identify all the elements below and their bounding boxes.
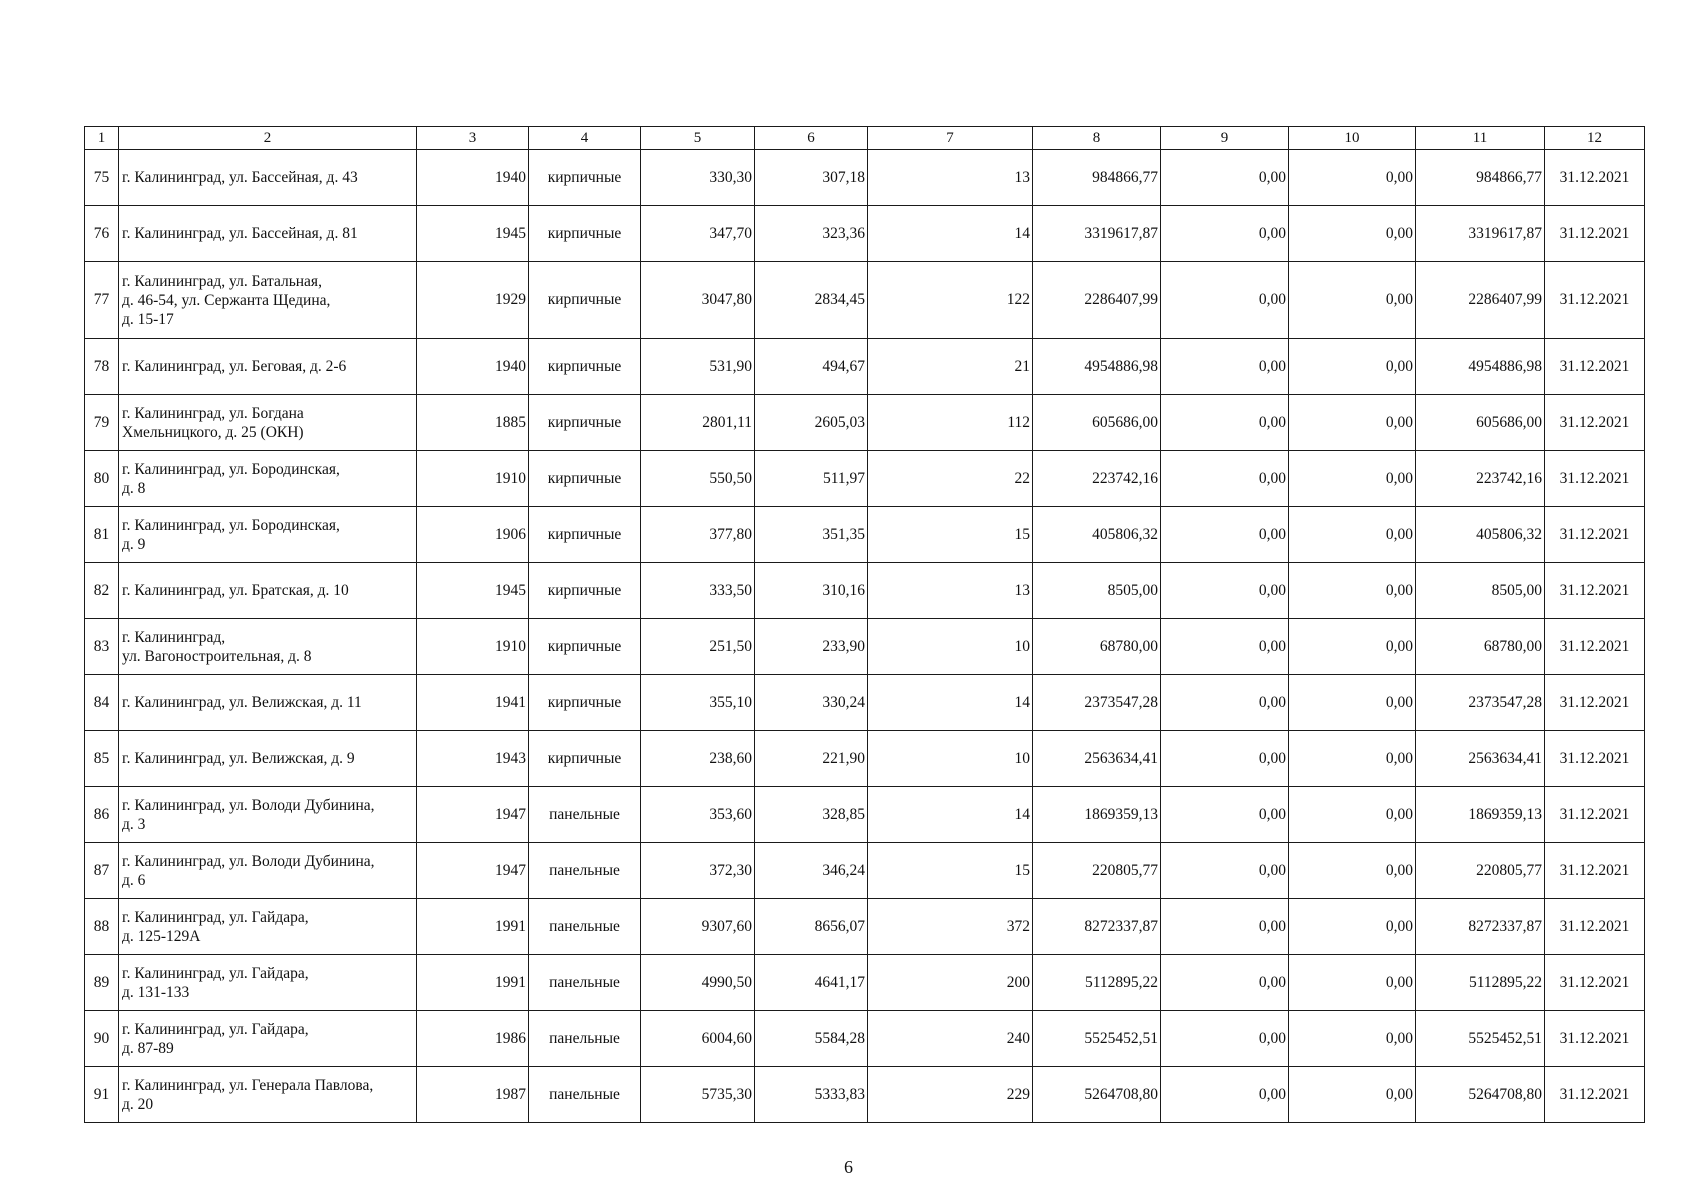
address-cell	[119, 955, 417, 1011]
address-line: г. Калининград, ул. Батальная,	[122, 272, 322, 290]
residents-cell: 22	[868, 451, 1033, 507]
cost-cell: 2563634,41	[1033, 731, 1161, 787]
living-area-cell: 310,16	[755, 563, 868, 619]
cost-cell: 4954886,98	[1416, 339, 1545, 395]
address-cell	[119, 731, 417, 787]
living-area-cell: 494,67	[755, 339, 868, 395]
deadline-date-cell: 31.12.2021	[1545, 619, 1645, 675]
column-header: 12	[1545, 127, 1645, 150]
wall-material-cell: кирпичные	[529, 262, 641, 339]
total-area-cell: 347,70	[641, 206, 755, 262]
year-built-cell: 1947	[417, 843, 529, 899]
cost-cell: 4954886,98	[1033, 339, 1161, 395]
address-line: г. Калининград, ул. Бородинская,	[122, 460, 340, 478]
total-area-cell: 372,30	[641, 843, 755, 899]
table-row	[85, 206, 1645, 262]
cost-cell: 2373547,28	[1033, 675, 1161, 731]
cost-cell: 0,00	[1161, 563, 1289, 619]
cost-cell: 984866,77	[1416, 150, 1545, 206]
row-number-cell: 90	[85, 1011, 119, 1067]
address-line: г. Калининград, ул. Богдана	[122, 404, 304, 422]
cost-cell: 0,00	[1161, 675, 1289, 731]
column-header: 1	[85, 127, 119, 150]
column-header: 6	[755, 127, 868, 150]
year-built-cell: 1991	[417, 899, 529, 955]
wall-material-cell: кирпичные	[529, 675, 641, 731]
page-number: 6	[844, 1157, 853, 1177]
table-row	[85, 787, 1645, 843]
address-cell	[119, 563, 417, 619]
cost-cell: 3319617,87	[1416, 206, 1545, 262]
wall-material-cell: кирпичные	[529, 339, 641, 395]
wall-material-cell: кирпичные	[529, 731, 641, 787]
residents-cell: 14	[868, 787, 1033, 843]
total-area-cell: 531,90	[641, 339, 755, 395]
wall-material-cell: кирпичные	[529, 619, 641, 675]
column-header: 4	[529, 127, 641, 150]
wall-material-cell: кирпичные	[529, 150, 641, 206]
living-area-cell: 2605,03	[755, 395, 868, 451]
cost-cell: 0,00	[1161, 507, 1289, 563]
address-line: д. 20	[122, 1095, 154, 1113]
table-row	[85, 150, 1645, 206]
wall-material-cell: кирпичные	[529, 563, 641, 619]
wall-material-cell: панельные	[529, 955, 641, 1011]
column-header: 5	[641, 127, 755, 150]
residents-cell: 14	[868, 675, 1033, 731]
cost-cell: 8272337,87	[1416, 899, 1545, 955]
total-area-cell: 550,50	[641, 451, 755, 507]
row-number-cell: 89	[85, 955, 119, 1011]
address-cell	[119, 339, 417, 395]
row-number-cell: 85	[85, 731, 119, 787]
address-line: д. 3	[122, 815, 146, 833]
housing-register-table	[84, 126, 1645, 1123]
cost-cell: 0,00	[1289, 150, 1416, 206]
cost-cell: 220805,77	[1416, 843, 1545, 899]
wall-material-cell: кирпичные	[529, 451, 641, 507]
wall-material-cell: панельные	[529, 899, 641, 955]
living-area-cell: 323,36	[755, 206, 868, 262]
deadline-date-cell: 31.12.2021	[1545, 1011, 1645, 1067]
wall-material-cell: панельные	[529, 843, 641, 899]
living-area-cell: 4641,17	[755, 955, 868, 1011]
year-built-cell: 1991	[417, 955, 529, 1011]
wall-material-cell: панельные	[529, 1067, 641, 1123]
cost-cell: 605686,00	[1033, 395, 1161, 451]
address-cell	[119, 150, 417, 206]
cost-cell: 0,00	[1161, 262, 1289, 339]
cost-cell: 8505,00	[1416, 563, 1545, 619]
cost-cell: 0,00	[1161, 787, 1289, 843]
address-cell	[119, 675, 417, 731]
table-row	[85, 262, 1645, 339]
cost-cell: 223742,16	[1416, 451, 1545, 507]
address-line: г. Калининград, ул. Бассейная, д. 81	[122, 225, 358, 242]
table-row	[85, 1067, 1645, 1123]
year-built-cell: 1945	[417, 206, 529, 262]
year-built-cell: 1910	[417, 619, 529, 675]
deadline-date-cell: 31.12.2021	[1545, 787, 1645, 843]
column-header: 8	[1033, 127, 1161, 150]
cost-cell: 0,00	[1161, 619, 1289, 675]
cost-cell: 2286407,99	[1033, 262, 1161, 339]
cost-cell: 0,00	[1289, 619, 1416, 675]
address-line: г. Калининград, ул. Бассейная, д. 43	[122, 169, 358, 186]
living-area-cell: 2834,45	[755, 262, 868, 339]
total-area-cell: 355,10	[641, 675, 755, 731]
year-built-cell: 1941	[417, 675, 529, 731]
cost-cell: 0,00	[1289, 1067, 1416, 1123]
residents-cell: 14	[868, 206, 1033, 262]
cost-cell: 0,00	[1289, 262, 1416, 339]
column-header: 3	[417, 127, 529, 150]
year-built-cell: 1885	[417, 395, 529, 451]
address-line: д. 8	[122, 479, 146, 497]
row-number-cell: 78	[85, 339, 119, 395]
cost-cell: 0,00	[1161, 899, 1289, 955]
total-area-cell: 5735,30	[641, 1067, 755, 1123]
address-line: г. Калининград,	[122, 628, 226, 646]
table-row	[85, 339, 1645, 395]
address-cell	[119, 206, 417, 262]
year-built-cell: 1940	[417, 339, 529, 395]
cost-cell: 5112895,22	[1033, 955, 1161, 1011]
cost-cell: 220805,77	[1033, 843, 1161, 899]
deadline-date-cell: 31.12.2021	[1545, 395, 1645, 451]
column-header: 10	[1289, 127, 1416, 150]
cost-cell: 0,00	[1161, 206, 1289, 262]
residents-cell: 200	[868, 955, 1033, 1011]
address-cell	[119, 1067, 417, 1123]
address-cell	[119, 451, 417, 507]
residents-cell: 229	[868, 1067, 1033, 1123]
year-built-cell: 1910	[417, 451, 529, 507]
address-line: г. Калининград, ул. Генерала Павлова,	[122, 1076, 374, 1094]
table-row	[85, 451, 1645, 507]
table-row	[85, 731, 1645, 787]
living-area-cell: 233,90	[755, 619, 868, 675]
deadline-date-cell: 31.12.2021	[1545, 843, 1645, 899]
row-number-cell: 75	[85, 150, 119, 206]
deadline-date-cell: 31.12.2021	[1545, 899, 1645, 955]
deadline-date-cell: 31.12.2021	[1545, 675, 1645, 731]
residents-cell: 13	[868, 563, 1033, 619]
deadline-date-cell: 31.12.2021	[1545, 507, 1645, 563]
year-built-cell: 1945	[417, 563, 529, 619]
total-area-cell: 333,50	[641, 563, 755, 619]
deadline-date-cell: 31.12.2021	[1545, 339, 1645, 395]
deadline-date-cell: 31.12.2021	[1545, 206, 1645, 262]
row-number-cell: 80	[85, 451, 119, 507]
cost-cell: 0,00	[1289, 787, 1416, 843]
address-line: д. 46-54, ул. Сержанта Щедина,	[122, 291, 331, 309]
year-built-cell: 1940	[417, 150, 529, 206]
address-line: д. 15-17	[122, 310, 174, 328]
cost-cell: 0,00	[1161, 395, 1289, 451]
header-row	[85, 127, 1645, 150]
living-area-cell: 328,85	[755, 787, 868, 843]
wall-material-cell: кирпичные	[529, 507, 641, 563]
column-header: 11	[1416, 127, 1545, 150]
cost-cell: 223742,16	[1033, 451, 1161, 507]
living-area-cell: 5333,83	[755, 1067, 868, 1123]
row-number-cell: 76	[85, 206, 119, 262]
address-line: г. Калининград, ул. Велижская, д. 9	[122, 750, 355, 767]
cost-cell: 0,00	[1161, 339, 1289, 395]
cost-cell: 405806,32	[1416, 507, 1545, 563]
address-line: г. Калининград, ул. Гайдара,	[122, 964, 309, 982]
address-cell	[119, 619, 417, 675]
address-cell	[119, 507, 417, 563]
cost-cell: 68780,00	[1416, 619, 1545, 675]
address-line: ул. Вагоностроительная, д. 8	[122, 647, 312, 665]
address-line: Хмельницкого, д. 25 (ОКН)	[122, 423, 304, 441]
cost-cell: 0,00	[1289, 206, 1416, 262]
row-number-cell: 88	[85, 899, 119, 955]
address-cell	[119, 395, 417, 451]
deadline-date-cell: 31.12.2021	[1545, 1067, 1645, 1123]
address-line: г. Калининград, ул. Володи Дубинина,	[122, 852, 375, 870]
residents-cell: 15	[868, 507, 1033, 563]
total-area-cell: 4990,50	[641, 955, 755, 1011]
row-number-cell: 77	[85, 262, 119, 339]
residents-cell: 13	[868, 150, 1033, 206]
deadline-date-cell: 31.12.2021	[1545, 731, 1645, 787]
cost-cell: 8505,00	[1033, 563, 1161, 619]
cost-cell: 68780,00	[1033, 619, 1161, 675]
address-line: г. Калининград, ул. Беговая, д. 2-6	[122, 358, 347, 375]
total-area-cell: 330,30	[641, 150, 755, 206]
address-line: д. 131-133	[122, 983, 190, 1001]
table-row	[85, 899, 1645, 955]
cost-cell: 0,00	[1289, 339, 1416, 395]
deadline-date-cell: 31.12.2021	[1545, 262, 1645, 339]
cost-cell: 1869359,13	[1033, 787, 1161, 843]
cost-cell: 5264708,80	[1033, 1067, 1161, 1123]
cost-cell: 2563634,41	[1416, 731, 1545, 787]
cost-cell: 0,00	[1289, 843, 1416, 899]
row-number-cell: 81	[85, 507, 119, 563]
cost-cell: 0,00	[1161, 150, 1289, 206]
table-row	[85, 675, 1645, 731]
deadline-date-cell: 31.12.2021	[1545, 150, 1645, 206]
living-area-cell: 8656,07	[755, 899, 868, 955]
deadline-date-cell: 31.12.2021	[1545, 955, 1645, 1011]
cost-cell: 3319617,87	[1033, 206, 1161, 262]
cost-cell: 0,00	[1161, 451, 1289, 507]
year-built-cell: 1943	[417, 731, 529, 787]
total-area-cell: 238,60	[641, 731, 755, 787]
cost-cell: 0,00	[1161, 1011, 1289, 1067]
year-built-cell: 1987	[417, 1067, 529, 1123]
cost-cell: 0,00	[1289, 507, 1416, 563]
table-row	[85, 619, 1645, 675]
cost-cell: 0,00	[1289, 675, 1416, 731]
total-area-cell: 2801,11	[641, 395, 755, 451]
residents-cell: 372	[868, 899, 1033, 955]
row-number-cell: 86	[85, 787, 119, 843]
row-number-cell: 82	[85, 563, 119, 619]
address-line: д. 87-89	[122, 1039, 174, 1057]
cost-cell: 2373547,28	[1416, 675, 1545, 731]
cost-cell: 5112895,22	[1416, 955, 1545, 1011]
cost-cell: 5525452,51	[1033, 1011, 1161, 1067]
cost-cell: 0,00	[1289, 899, 1416, 955]
row-number-cell: 87	[85, 843, 119, 899]
cost-cell: 0,00	[1289, 1011, 1416, 1067]
wall-material-cell: кирпичные	[529, 206, 641, 262]
cost-cell: 5525452,51	[1416, 1011, 1545, 1067]
cost-cell: 0,00	[1161, 843, 1289, 899]
total-area-cell: 3047,80	[641, 262, 755, 339]
deadline-date-cell: 31.12.2021	[1545, 451, 1645, 507]
cost-cell: 0,00	[1161, 955, 1289, 1011]
cost-cell: 0,00	[1289, 451, 1416, 507]
cost-cell: 1869359,13	[1416, 787, 1545, 843]
cost-cell: 0,00	[1161, 731, 1289, 787]
residents-cell: 15	[868, 843, 1033, 899]
address-line: д. 6	[122, 871, 146, 889]
address-line: г. Калининград, ул. Гайдара,	[122, 908, 309, 926]
cost-cell: 2286407,99	[1416, 262, 1545, 339]
row-number-cell: 83	[85, 619, 119, 675]
cost-cell: 984866,77	[1033, 150, 1161, 206]
total-area-cell: 6004,60	[641, 1011, 755, 1067]
address-cell	[119, 787, 417, 843]
address-line: г. Калининград, ул. Велижская, д. 11	[122, 694, 362, 711]
table-row	[85, 843, 1645, 899]
total-area-cell: 353,60	[641, 787, 755, 843]
row-number-cell: 79	[85, 395, 119, 451]
address-cell	[119, 899, 417, 955]
year-built-cell: 1947	[417, 787, 529, 843]
cost-cell: 405806,32	[1033, 507, 1161, 563]
living-area-cell: 5584,28	[755, 1011, 868, 1067]
address-line: г. Калининград, ул. Братская, д. 10	[122, 582, 349, 599]
living-area-cell: 330,24	[755, 675, 868, 731]
year-built-cell: 1929	[417, 262, 529, 339]
address-line: д. 9	[122, 535, 146, 553]
residents-cell: 240	[868, 1011, 1033, 1067]
address-line: г. Калининград, ул. Бородинская,	[122, 516, 340, 534]
year-built-cell: 1906	[417, 507, 529, 563]
cost-cell: 0,00	[1289, 395, 1416, 451]
column-header: 7	[868, 127, 1033, 150]
total-area-cell: 9307,60	[641, 899, 755, 955]
residents-cell: 112	[868, 395, 1033, 451]
total-area-cell: 251,50	[641, 619, 755, 675]
wall-material-cell: панельные	[529, 1011, 641, 1067]
column-header: 2	[119, 127, 417, 150]
living-area-cell: 346,24	[755, 843, 868, 899]
row-number-cell: 84	[85, 675, 119, 731]
column-header: 9	[1161, 127, 1289, 150]
address-line: г. Калининград, ул. Володи Дубинина,	[122, 796, 375, 814]
table-row	[85, 563, 1645, 619]
cost-cell: 0,00	[1161, 1067, 1289, 1123]
cost-cell: 0,00	[1289, 955, 1416, 1011]
residents-cell: 10	[868, 619, 1033, 675]
residents-cell: 21	[868, 339, 1033, 395]
address-cell	[119, 843, 417, 899]
living-area-cell: 511,97	[755, 451, 868, 507]
wall-material-cell: панельные	[529, 787, 641, 843]
total-area-cell: 377,80	[641, 507, 755, 563]
table-row	[85, 955, 1645, 1011]
year-built-cell: 1986	[417, 1011, 529, 1067]
cost-cell: 5264708,80	[1416, 1067, 1545, 1123]
cost-cell: 605686,00	[1416, 395, 1545, 451]
table-row	[85, 1011, 1645, 1067]
address-cell	[119, 1011, 417, 1067]
cost-cell: 0,00	[1289, 563, 1416, 619]
residents-cell: 10	[868, 731, 1033, 787]
residents-cell: 122	[868, 262, 1033, 339]
row-number-cell: 91	[85, 1067, 119, 1123]
deadline-date-cell: 31.12.2021	[1545, 563, 1645, 619]
address-line: г. Калининград, ул. Гайдара,	[122, 1020, 309, 1038]
cost-cell: 0,00	[1289, 731, 1416, 787]
living-area-cell: 221,90	[755, 731, 868, 787]
cost-cell: 8272337,87	[1033, 899, 1161, 955]
table-row	[85, 507, 1645, 563]
living-area-cell: 307,18	[755, 150, 868, 206]
address-line: д. 125-129А	[122, 927, 201, 945]
living-area-cell: 351,35	[755, 507, 868, 563]
address-cell	[119, 262, 417, 339]
wall-material-cell: кирпичные	[529, 395, 641, 451]
table-row	[85, 395, 1645, 451]
